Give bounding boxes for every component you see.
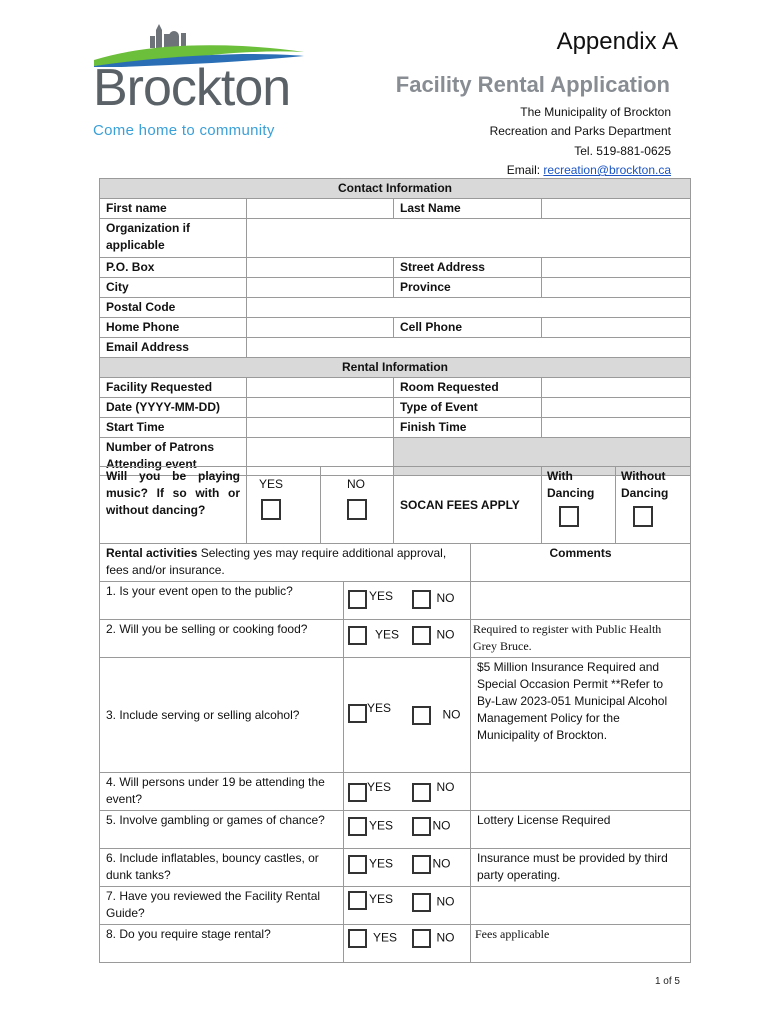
email-line [507, 163, 671, 177]
email-link[interactable]: recreation@brockton.ca [543, 163, 671, 177]
activity-question: 6. Include inflatables, bouncy castles, or dunk tanks? [100, 849, 344, 887]
street-label: Street Address [394, 258, 542, 278]
no-label: NO [432, 818, 451, 833]
postal-field[interactable] [247, 298, 691, 318]
patrons-label: Number of Patrons Attending event [100, 438, 247, 476]
home-phone-label: Home Phone [100, 318, 247, 338]
contact-section-header: Contact Information [100, 179, 691, 199]
activities-intro-text: Selecting yes may require additional approval, fees and/or insurance. [106, 546, 447, 577]
facility-label: Facility Requested [100, 378, 247, 398]
no-label: NO [432, 856, 451, 871]
activity-no-cell [408, 887, 471, 925]
start-time-label: Start Time [100, 418, 247, 438]
music-question: Will you be playing music? If so with or without dancing? [100, 467, 247, 544]
music-yes-label: YES [259, 477, 284, 491]
music-table [99, 466, 691, 544]
activity-no-cell [408, 620, 471, 658]
yes-label: YES [367, 700, 392, 715]
no-label: NO [436, 780, 455, 794]
without-dancing-cell [616, 467, 691, 544]
event-type-field[interactable] [542, 398, 691, 418]
music-yes-cell [247, 467, 321, 544]
activity-question: 8. Do you require stage rental? [100, 925, 344, 963]
activity-yes-checkbox[interactable] [348, 855, 367, 874]
music-yes-checkbox[interactable] [261, 499, 281, 520]
activity-question: 2. Will you be selling or cooking food? [100, 620, 344, 658]
phone-number: Tel. 519-881-0625 [574, 144, 671, 158]
activity-no-cell [408, 849, 471, 887]
activity-yes-cell [344, 773, 408, 811]
yes-label: YES [375, 627, 400, 642]
page-title: Facility Rental Application [395, 72, 670, 97]
page-number: 1 of 5 [654, 976, 680, 987]
activity-no-checkbox[interactable] [412, 590, 431, 609]
address-line-2: Recreation and Parks Department [489, 124, 671, 138]
activity-no-checkbox[interactable] [412, 817, 431, 836]
activity-yes-checkbox[interactable] [348, 590, 367, 609]
home-phone-field[interactable] [247, 318, 394, 338]
yes-label: YES [369, 892, 394, 906]
no-label: NO [436, 930, 455, 945]
activity-no-checkbox[interactable] [412, 855, 431, 874]
event-type-label: Type of Event [394, 398, 542, 418]
activity-no-cell [408, 658, 471, 773]
rental-section-header: Rental Information [100, 358, 691, 378]
email-address-field[interactable] [247, 338, 691, 358]
activity-comment [471, 887, 691, 925]
activity-yes-cell [344, 658, 408, 773]
activity-no-cell [408, 925, 471, 963]
activity-no-checkbox[interactable] [412, 706, 431, 725]
po-box-label: P.O. Box [100, 258, 247, 278]
socan-fees-label: SOCAN FEES APPLY [394, 467, 542, 544]
music-no-cell [321, 467, 394, 544]
province-field[interactable] [542, 278, 691, 298]
activity-yes-checkbox[interactable] [348, 929, 367, 948]
province-label: Province [394, 278, 542, 298]
city-field[interactable] [247, 278, 394, 298]
activity-yes-cell [344, 620, 408, 658]
po-box-field[interactable] [247, 258, 394, 278]
no-label: NO [436, 894, 455, 909]
logo-tagline: Come home to community [93, 122, 275, 139]
activity-comment: Fees applicable [471, 925, 691, 963]
appendix-label: Appendix A [556, 28, 678, 55]
comments-header: Comments [471, 544, 691, 582]
organization-label: Organization if applicable [100, 219, 247, 258]
music-no-label: NO [347, 477, 365, 491]
city-label: City [100, 278, 247, 298]
no-label: NO [442, 707, 461, 722]
with-dancing-label: With Dancing [547, 469, 595, 500]
date-label: Date (YYYY-MM-DD) [100, 398, 247, 418]
activity-no-cell [408, 582, 471, 620]
activities-table [99, 543, 691, 963]
yes-label: YES [369, 856, 394, 871]
logo-wordmark: Brockton [93, 59, 291, 117]
postal-label: Postal Code [100, 298, 247, 318]
organization-field[interactable] [247, 219, 691, 258]
activity-yes-cell [344, 811, 408, 849]
activity-no-checkbox[interactable] [412, 893, 431, 912]
activity-comment: Required to register with Public Health Grey Bruce. [471, 620, 691, 658]
first-name-label: First name [100, 199, 247, 219]
activity-yes-cell [344, 887, 408, 925]
activity-no-checkbox[interactable] [412, 929, 431, 948]
yes-label: YES [373, 930, 398, 945]
room-field[interactable] [542, 378, 691, 398]
activities-intro [100, 544, 471, 582]
activity-no-checkbox[interactable] [412, 626, 431, 645]
with-dancing-checkbox[interactable] [559, 506, 579, 527]
activity-comment: $5 Million Insurance Required and Special Occasion Permit **Refer to By-Law 2023-051 Municipal Alcohol Management Policy for the Municipality of Brockton. [471, 658, 691, 773]
activity-comment: Lottery License Required [471, 811, 691, 849]
start-time-field[interactable] [247, 418, 394, 438]
activity-question: 4. Will persons under 19 be attending the event? [100, 773, 344, 811]
activity-question: 3. Include serving or selling alcohol? [100, 658, 344, 773]
music-no-checkbox[interactable] [347, 499, 367, 520]
without-dancing-label: Without Dancing [621, 469, 669, 500]
activity-question: 5. Involve gambling or games of chance? [100, 811, 344, 849]
street-field[interactable] [542, 258, 691, 278]
yes-label: YES [367, 780, 392, 794]
email-label: Email: [506, 163, 544, 177]
facility-field[interactable] [247, 378, 394, 398]
email-address-label: Email Address [100, 338, 247, 358]
activity-no-checkbox[interactable] [412, 783, 431, 802]
yes-label: YES [369, 818, 394, 833]
activity-yes-cell [344, 849, 408, 887]
finish-time-field[interactable] [542, 418, 691, 438]
first-name-field[interactable] [247, 199, 394, 219]
activity-yes-checkbox[interactable] [348, 783, 367, 802]
contact-rental-table [99, 178, 691, 476]
activity-no-cell [408, 811, 471, 849]
activity-yes-checkbox[interactable] [348, 704, 367, 723]
last-name-label: Last Name [394, 199, 542, 219]
cell-phone-field[interactable] [542, 318, 691, 338]
no-label: NO [436, 591, 455, 605]
date-field[interactable] [247, 398, 394, 418]
activity-comment [471, 773, 691, 811]
room-label: Room Requested [394, 378, 542, 398]
no-label: NO [436, 627, 455, 642]
activity-yes-checkbox[interactable] [348, 817, 367, 836]
activity-no-cell [408, 773, 471, 811]
address-line-1: The Municipality of Brockton [520, 105, 671, 119]
activity-yes-checkbox[interactable] [348, 626, 367, 645]
yes-label: YES [369, 589, 394, 603]
activity-yes-cell [344, 925, 408, 963]
last-name-field[interactable] [542, 199, 691, 219]
activity-yes-checkbox[interactable] [348, 891, 367, 910]
activity-question: 1. Is your event open to the public? [100, 582, 344, 620]
activity-comment [471, 582, 691, 620]
without-dancing-checkbox[interactable] [633, 506, 653, 527]
cell-phone-label: Cell Phone [394, 318, 542, 338]
finish-time-label: Finish Time [394, 418, 542, 438]
with-dancing-cell [542, 467, 616, 544]
activity-question: 7. Have you reviewed the Facility Rental Guide? [100, 887, 344, 925]
activity-yes-cell [344, 582, 408, 620]
activity-comment: Insurance must be provided by third party operating. [471, 849, 691, 887]
activities-intro-title: Rental activities [106, 546, 198, 560]
